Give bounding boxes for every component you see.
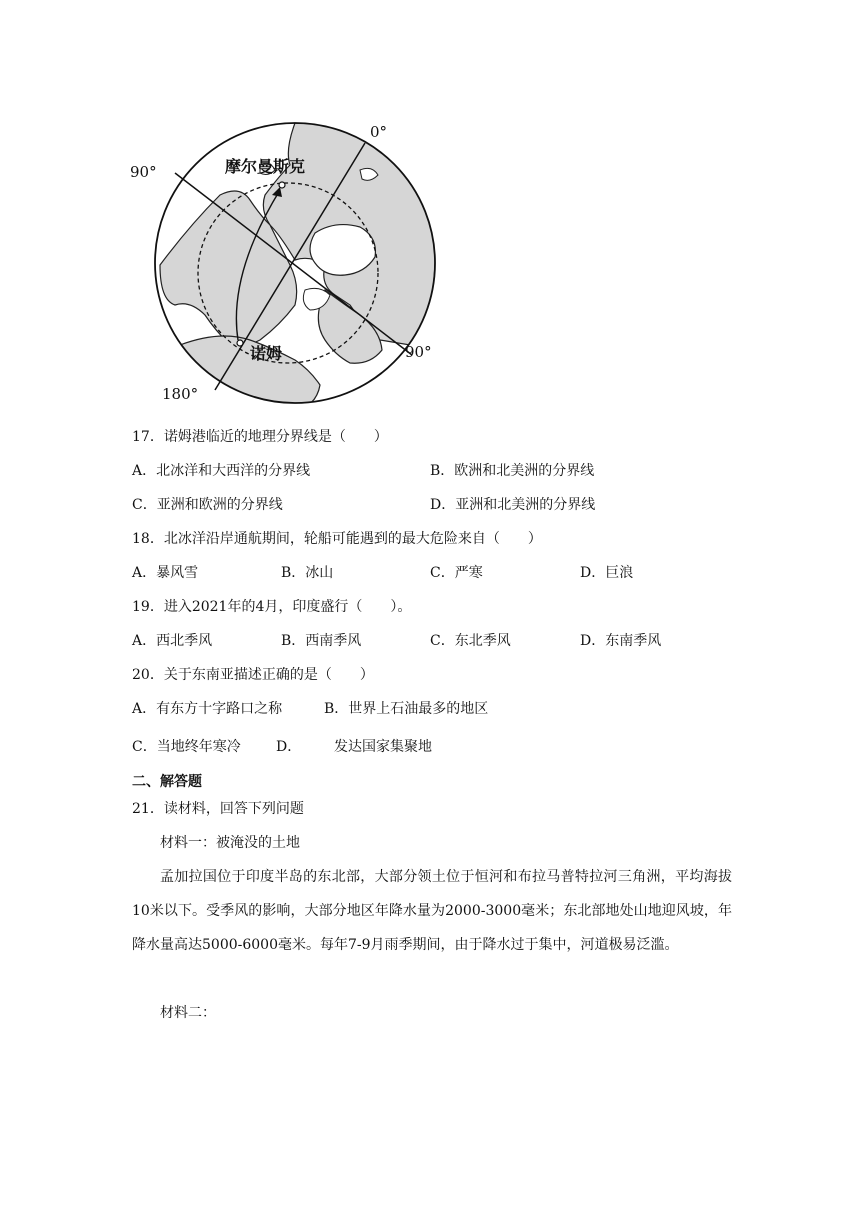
question-17-option-b[interactable]: B．欧洲和北美洲的分界线: [430, 463, 595, 479]
material-1-title: 材料一：被淹没的土地: [160, 835, 300, 851]
nome-dot: [237, 340, 243, 346]
question-20-stem: 20．关于东南亚描述正确的是（ ）: [132, 667, 374, 683]
label-90-degree-west: 90°: [130, 163, 157, 181]
label-nome: 诺姆: [250, 344, 283, 363]
question-20-option-d[interactable]: D．: [276, 739, 302, 755]
question-17-option-d[interactable]: D．亚洲和北美洲的分界线: [430, 497, 596, 513]
label-murmansk: 摩尔曼斯克: [225, 157, 306, 176]
question-18-option-c[interactable]: C．严寒: [430, 565, 483, 581]
arctic-map-figure: [120, 115, 450, 415]
question-20-option-d-text: 发达国家集聚地: [334, 739, 432, 755]
label-180-degree: 180°: [162, 385, 199, 403]
question-18-option-a[interactable]: A．暴风雪: [132, 565, 199, 581]
material-1-text: 孟加拉国位于印度半岛的东北部，大部分领土位于恒河和布拉马普特拉河三角洲，平均海拔10米以下。受季风的影响，大部分地区年降水量为2000-3000毫米；东北部地处山地迎风坡，年降水量高达5000-6000毫米。每年7-9月雨季期间，由于降水过于集中，河道极易泛滥。: [132, 869, 732, 953]
question-20-option-b[interactable]: B．世界上石油最多的地区: [324, 701, 489, 717]
question-18-stem: 18．北冰洋沿岸通航期间，轮船可能遇到的最大危险来自（ ）: [132, 531, 542, 547]
question-19-option-c[interactable]: C．东北季风: [430, 633, 511, 649]
question-17-option-c[interactable]: C．亚洲和欧洲的分界线: [132, 497, 283, 513]
question-18-option-b[interactable]: B．冰山: [281, 565, 334, 581]
material-2-title: 材料二：: [160, 1005, 216, 1021]
question-17-stem: 17．诺姆港临近的地理分界线是（ ）: [132, 429, 388, 445]
label-0-degree: 0°: [370, 123, 388, 141]
question-19-stem: 19．进入2021年的4月，印度盛行（ ）。: [132, 599, 412, 615]
question-19-option-a[interactable]: A．西北季风: [132, 633, 213, 649]
label-90-degree-east: 90°: [405, 343, 432, 361]
question-20-option-a[interactable]: A．有东方十字路口之称: [132, 701, 283, 717]
question-17-option-a[interactable]: A．北冰洋和大西洋的分界线: [132, 463, 311, 479]
arctic-map-svg: [120, 115, 450, 415]
question-19-option-b[interactable]: B．西南季风: [281, 633, 362, 649]
question-21-stem: 21．读材料，回答下列问题: [132, 801, 304, 817]
question-20-option-c[interactable]: C．当地终年寒冷: [132, 739, 241, 755]
question-19-option-d[interactable]: D．东南季风: [580, 633, 662, 649]
murmansk-dot: [279, 182, 285, 188]
question-18-option-d[interactable]: D．巨浪: [580, 565, 634, 581]
section-heading: 二、解答题: [132, 774, 202, 790]
